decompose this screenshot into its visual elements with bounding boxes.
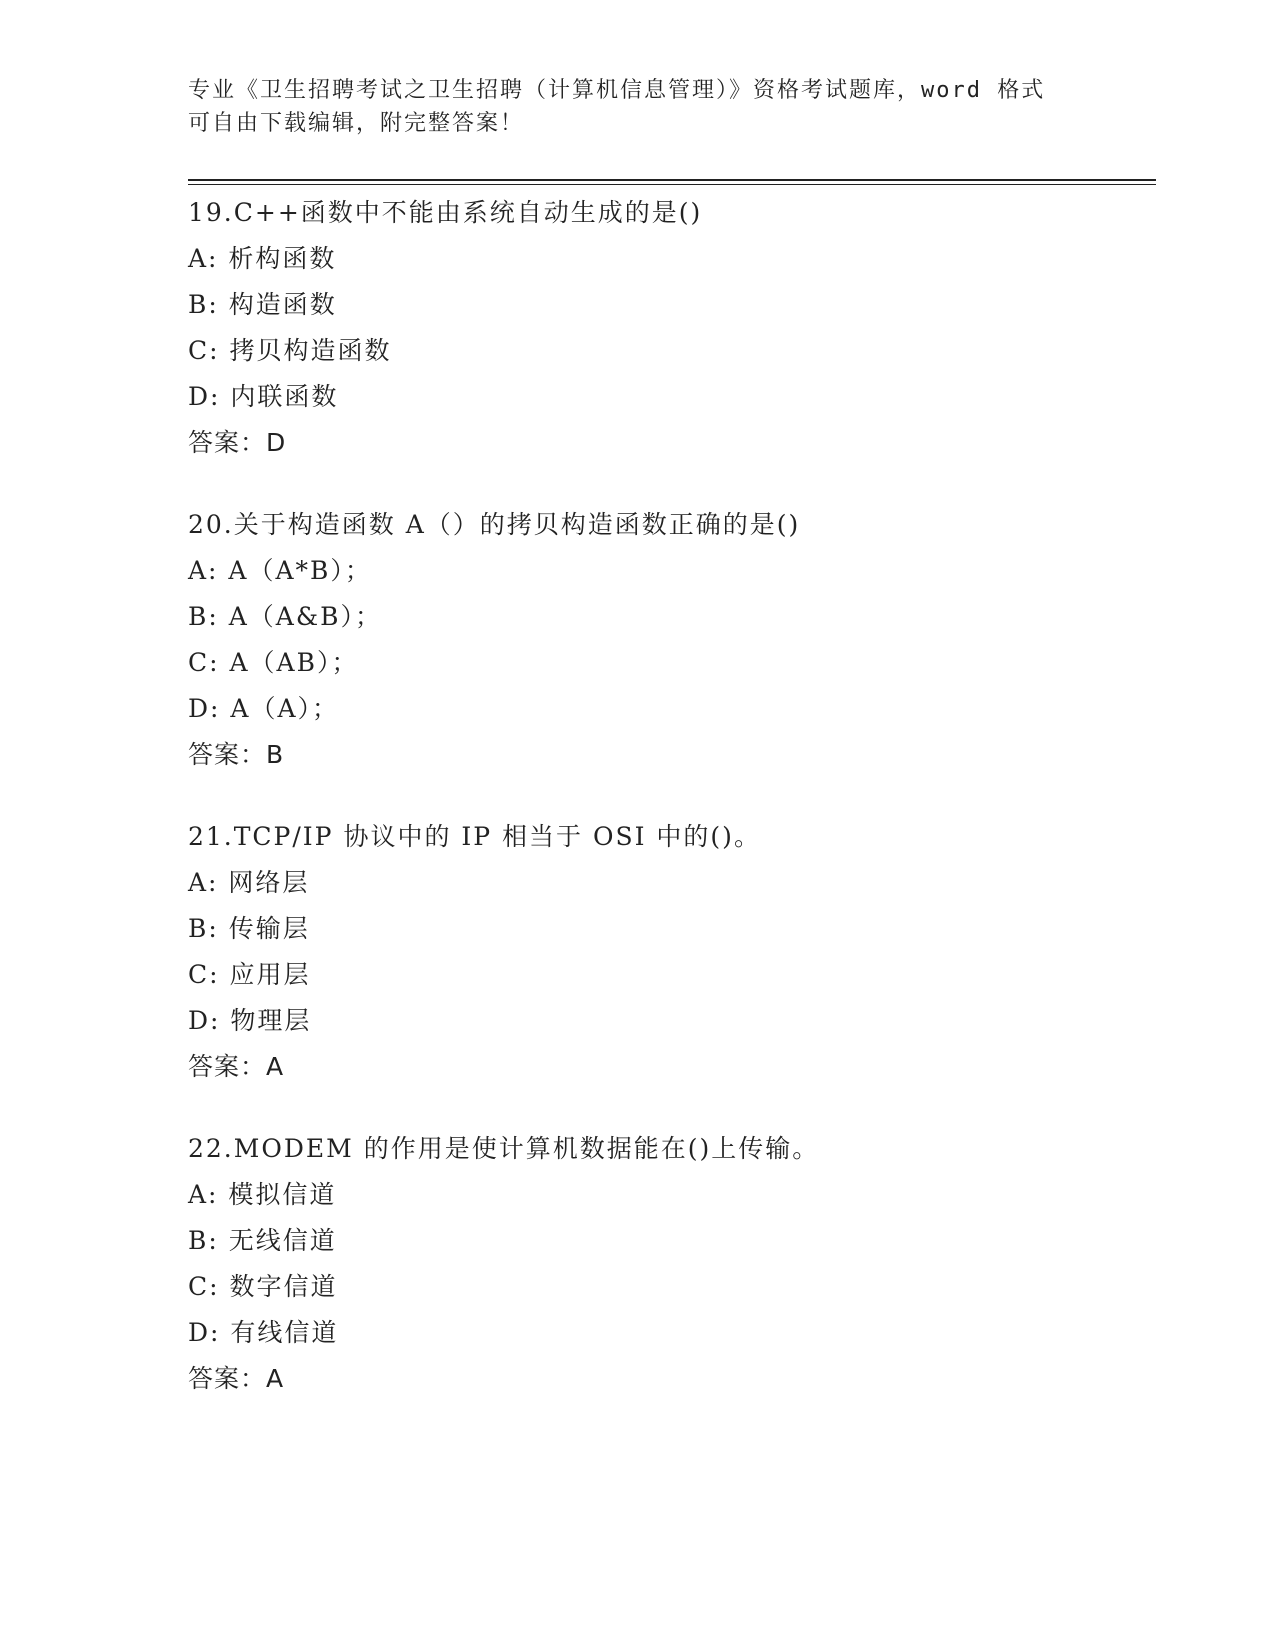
option-b: B: 构造函数: [188, 290, 337, 319]
question-21: [188, 814, 1148, 1090]
answer-label: 答案：A: [188, 1052, 285, 1081]
option-b: B: 无线信道: [188, 1226, 337, 1255]
question-19: [188, 190, 1148, 466]
header-line-1: 专业《卫生招聘考试之卫生招聘（计算机信息管理）》资格考试题库，word 格式: [188, 78, 1046, 103]
option-d: D: A（A）；: [188, 694, 340, 723]
header-divider-thick: [188, 179, 1156, 181]
question-20: [188, 502, 1148, 778]
option-c: C: A（AB）；: [188, 648, 359, 677]
option-d: D: 内联函数: [188, 382, 339, 411]
option-b: B: 传输层: [188, 914, 310, 943]
answer-label: 答案：A: [188, 1364, 285, 1393]
option-d: D: 有线信道: [188, 1318, 339, 1347]
question-22: [188, 1126, 1148, 1402]
header-divider-thin: [188, 184, 1156, 185]
question-stem: 22.MODEM 的作用是使计算机数据能在()上传输。: [188, 1134, 820, 1163]
answer-label: 答案：B: [188, 740, 285, 769]
answer-label: 答案：D: [188, 428, 287, 457]
option-c: C: 拷贝构造函数: [188, 336, 392, 365]
option-c: C: 应用层: [188, 960, 311, 989]
question-stem: 19.C++函数中不能由系统自动生成的是(): [188, 198, 703, 227]
question-list: [188, 190, 1148, 1438]
option-a: A: 模拟信道: [188, 1180, 337, 1209]
option-c: C: 数字信道: [188, 1272, 338, 1301]
option-a: A: 网络层: [188, 868, 310, 897]
header-line-2: 可自由下载编辑，附完整答案！: [188, 111, 525, 136]
question-stem: 21.TCP/IP 协议中的 IP 相当于 OSI 中的()。: [188, 822, 761, 851]
question-stem: 20.关于构造函数 A（）的拷贝构造函数正确的是(): [188, 510, 801, 539]
document-header: [188, 74, 1088, 140]
option-b: B: A（A&B）；: [188, 602, 382, 631]
option-a: A: 析构函数: [188, 244, 337, 273]
option-d: D: 物理层: [188, 1006, 312, 1035]
option-a: A: A（A*B）；: [188, 556, 372, 585]
